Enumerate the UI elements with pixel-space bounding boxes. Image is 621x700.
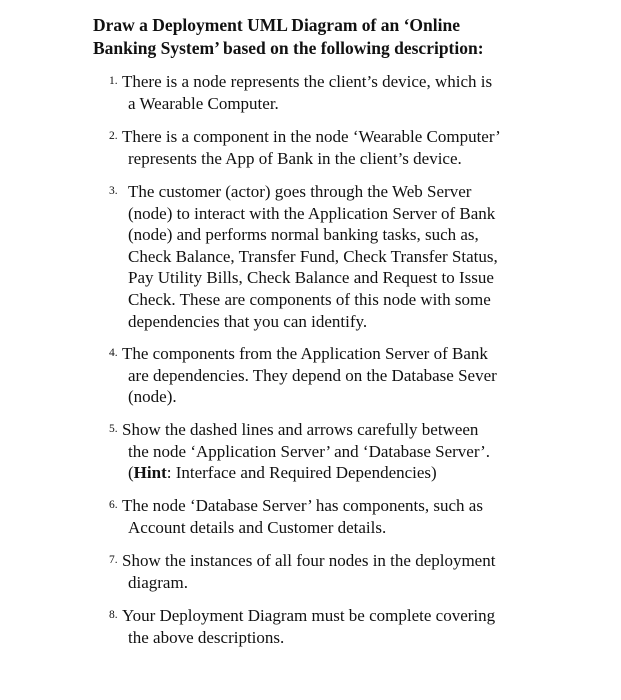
item-line: There is a component in the node ‘Wearable Computer’ <box>122 127 501 146</box>
hint-text: : Interface and Required Dependencies) <box>166 463 437 483</box>
item-number: 5. <box>109 423 118 435</box>
item-line: the node ‘Application Server’ and ‘Database Server’. <box>128 441 491 461</box>
item-line: a Wearable Computer. <box>128 93 279 113</box>
item-line: The customer (actor) goes through the Web Server <box>128 182 472 201</box>
item-line: Check. These are components of this node with some <box>128 289 491 309</box>
item-line: There is a node represents the client’s device, which is <box>122 72 493 91</box>
item-number: 6. <box>109 499 118 511</box>
item-line: (node). <box>128 387 177 407</box>
item-line: (node) to interact with the Application Server of Bank <box>128 203 496 223</box>
item-line: The components from the Application Server of Bank <box>122 344 488 363</box>
item-number: 1. <box>109 75 118 87</box>
item-text <box>122 71 532 114</box>
item-number: 7. <box>109 554 118 566</box>
item-line: Check Balance, Transfer Fund, Check Transfer Status, <box>128 246 498 266</box>
item-text <box>122 343 532 408</box>
item-text <box>122 605 532 648</box>
item-line: diagram. <box>128 572 188 592</box>
item-line: (node) and performs normal banking tasks, such as, <box>128 225 479 245</box>
item-text <box>122 126 534 169</box>
item-text <box>122 495 532 538</box>
item-line: represents the App of Bank in the client’s device. <box>128 148 462 168</box>
item-line: the above descriptions. <box>128 627 285 647</box>
hint-open-paren: ( <box>128 463 134 483</box>
item-line: dependencies that you can identify. <box>128 311 368 331</box>
title-line-1: Draw a Deployment UML Diagram of an ‘Online <box>93 15 460 35</box>
item-line: Your Deployment Diagram must be complete covering <box>122 606 496 625</box>
item-text <box>122 419 532 484</box>
item-line: Show the dashed lines and arrows carefully between <box>122 420 479 439</box>
item-text <box>128 181 530 332</box>
hint-label: Hint <box>133 463 167 483</box>
item-line: are dependencies. They depend on the Database Sever <box>128 365 497 385</box>
item-line: Show the instances of all four nodes in the deployment <box>122 551 496 570</box>
item-number: 3. <box>109 185 118 197</box>
item-number: 2. <box>109 130 118 142</box>
item-text <box>122 550 532 593</box>
item-line: The node ‘Database Server’ has components, such as <box>122 496 483 515</box>
hint-line <box>122 462 532 484</box>
item-line: Pay Utility Bills, Check Balance and Request to Issue <box>128 268 494 288</box>
page-title <box>93 14 553 60</box>
item-line: Account details and Customer details. <box>128 517 387 537</box>
title-line-2: Banking System’ based on the following description: <box>93 38 484 58</box>
item-number: 4. <box>109 347 118 359</box>
item-number: 8. <box>109 609 118 621</box>
